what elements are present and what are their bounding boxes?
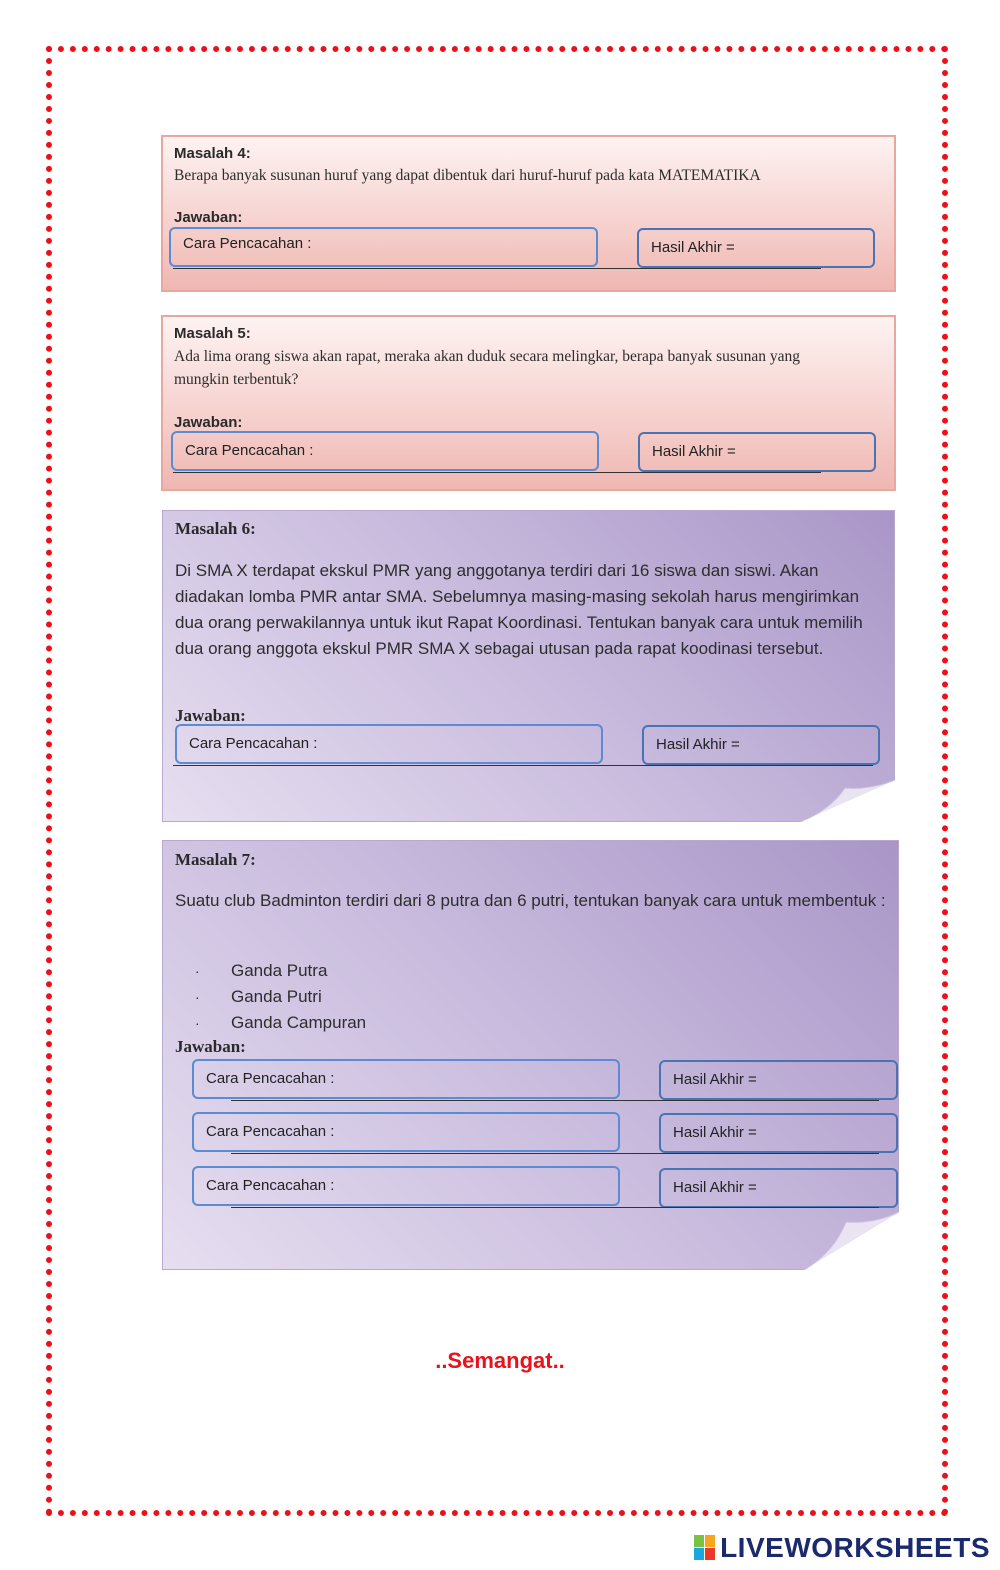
problem-5-answer-line <box>173 472 821 473</box>
problem-7-cara-input-3[interactable]: Cara Pencacahan : <box>192 1166 620 1206</box>
problem-6-question: Di SMA X terdapat ekskul PMR yang anggotanya terdiri dari 16 siswa dan siswi. Akan diadakan lomba PMR antar SMA. Sebelumnya masing-masing sekolah harus mengirimkan dua orang perwakilannya untuk ikut Rapat Koordinasi. Tentukan banyak cara untuk memilih dua orang anggota ekskul PMR SMA X sebagai utusan pada rapat koodinasi tersebut. <box>175 561 863 658</box>
problem-7-hasil-input-3[interactable]: Hasil Akhir = <box>659 1168 898 1208</box>
semangat-text: ..Semangat.. <box>435 1348 565 1373</box>
bullet-item: · Ganda Putra <box>175 958 366 984</box>
liveworksheets-logo-icon <box>694 1535 716 1561</box>
problem-4-answer-line <box>173 268 821 269</box>
problem-7-answer-line-3 <box>231 1207 879 1208</box>
problem-7-cara-input-1[interactable]: Cara Pencacahan : <box>192 1059 620 1099</box>
problem-7-answer-label: Jawaban: <box>175 1037 246 1056</box>
problem-6-hasil-input[interactable]: Hasil Akhir = <box>642 725 880 765</box>
problem-4-hasil-input[interactable]: Hasil Akhir = <box>637 228 875 268</box>
problem-6-cara-input[interactable]: Cara Pencacahan : <box>175 724 603 764</box>
problem-5-question: Ada lima orang siswa akan rapat, meraka akan duduk secara melingkar, berapa banyak susunan yang mungkin terbentuk? <box>174 348 801 388</box>
problem-6-panel <box>162 510 895 822</box>
problem-7-title: Masalah 7: <box>175 850 256 869</box>
bullet-item: · Ganda Campuran <box>175 1010 366 1036</box>
liveworksheets-logo <box>694 1532 990 1564</box>
problem-7-answer-line-1 <box>231 1100 879 1101</box>
problem-5-panel <box>161 315 896 491</box>
page-curl-decoration <box>804 1212 899 1270</box>
problem-7-question: Suatu club Badminton terdiri dari 8 putra dan 6 putri, tentukan banyak cara untuk membentuk : <box>175 891 886 910</box>
problem-6-answer-label: Jawaban: <box>175 706 246 725</box>
problem-7-bullet-list <box>175 958 366 1036</box>
bullet-item: · Ganda Putri <box>175 984 366 1010</box>
problem-4-title: Masalah 4: <box>174 145 251 162</box>
problem-4-answer-label: Jawaban: <box>174 209 243 226</box>
problem-6-answer-line <box>173 765 873 766</box>
problem-7-answer-line-2 <box>231 1153 879 1154</box>
page-curl-decoration <box>800 780 895 822</box>
problem-4-cara-input[interactable]: Cara Pencacahan : <box>169 227 598 267</box>
problem-7-hasil-input-2[interactable]: Hasil Akhir = <box>659 1113 898 1153</box>
problem-4-question: Berapa banyak susunan huruf yang dapat dibentuk dari huruf-huruf pada kata MATEMATIKA <box>174 167 761 184</box>
problem-5-cara-input[interactable]: Cara Pencacahan : <box>171 431 599 471</box>
liveworksheets-logo-text: LIVEWORKSHEETS <box>720 1532 990 1563</box>
problem-6-title: Masalah 6: <box>175 519 256 538</box>
problem-5-title: Masalah 5: <box>174 325 251 342</box>
problem-7-cara-input-2[interactable]: Cara Pencacahan : <box>192 1112 620 1152</box>
problem-7-hasil-input-1[interactable]: Hasil Akhir = <box>659 1060 898 1100</box>
problem-7-panel <box>162 840 899 1270</box>
problem-5-answer-label: Jawaban: <box>174 414 243 431</box>
problem-4-panel <box>161 135 896 292</box>
problem-5-hasil-input[interactable]: Hasil Akhir = <box>638 432 876 472</box>
